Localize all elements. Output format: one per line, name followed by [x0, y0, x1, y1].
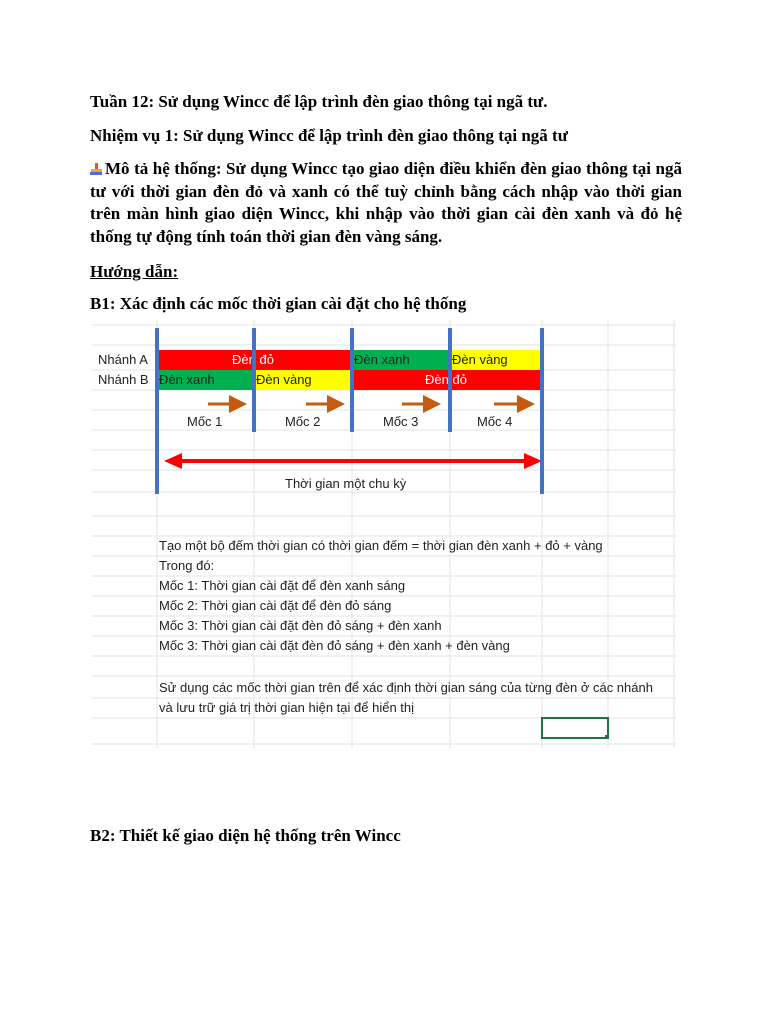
branch-a-label: Nhánh A: [98, 352, 148, 367]
guide-heading: Hướng dẫn:: [90, 262, 179, 281]
description-text: Mô tả hệ thống: Sử dụng Wincc tạo giao diện điều khiển đèn giao thông tại ngã tư với thời gian đèn đỏ và xanh có thể tuỳ chỉnh bằng cách nhập vào thời gian trên màn hình giao diện Wincc, khi nhập vào thời gian cài đèn xanh và đỏ hệ thống tự động tính toán thời gian đèn vàng sáng.: [90, 159, 682, 246]
note-line: Mốc 3: Thời gian cài đặt đèn đỏ sáng + đèn xanh: [159, 618, 442, 633]
note-line: Mốc 3: Thời gian cài đặt đèn đỏ sáng + đèn xanh + đèn vàng: [159, 638, 510, 653]
note-line: Tạo một bộ đếm thời gian có thời gian đếm = thời gian đèn xanh + đỏ + vàng: [159, 538, 603, 553]
milestone-1-label: Mốc 1: [187, 414, 223, 429]
branch-a-red-label: Đèn đỏ: [232, 352, 274, 367]
bullet-icon: [90, 163, 102, 175]
branch-b-label: Nhánh B: [98, 372, 149, 387]
week-title: Tuần 12: Sử dụng Wincc để lập trình đèn giao thông tại ngã tư.: [90, 92, 548, 111]
branch-b-red-label: Đèn đỏ: [425, 372, 467, 387]
usage-line-1: Sử dụng các mốc thời gian trên để xác định thời gian sáng của từng đèn ở các nhánh: [159, 680, 653, 695]
note-line: Mốc 1: Thời gian cài đặt để đèn xanh sáng: [159, 578, 406, 593]
branch-b-yellow-label: Đèn vàng: [256, 372, 312, 387]
milestone-3-label: Mốc 3: [383, 414, 419, 429]
task-title: Nhiệm vụ 1: Sử dụng Wincc để lập trình đèn giao thông tại ngã tư: [90, 126, 568, 145]
branch-a-yellow-label: Đèn vàng: [452, 352, 508, 367]
milestone-2-label: Mốc 2: [285, 414, 321, 429]
branch-a-green-label: Đèn xanh: [354, 352, 410, 367]
step1-heading: B1: Xác định các mốc thời gian cài đặt cho hệ thống: [90, 294, 467, 313]
milestone-4-label: Mốc 4: [477, 414, 513, 429]
cycle-label: Thời gian một chu kỳ: [285, 476, 407, 491]
branch-b-green-label: Đèn xanh: [159, 372, 215, 387]
note-line: Mốc 2: Thời gian cài đặt để đèn đỏ sáng: [159, 598, 392, 613]
note-line: Trong đó:: [159, 558, 215, 573]
usage-line-2: và lưu trữ giá trị thời gian hiện tại để hiển thị: [159, 700, 415, 715]
system-description: [90, 158, 682, 248]
timing-diagram-sheet: [92, 320, 676, 748]
step2-heading: B2: Thiết kế giao diện hệ thống trên Wincc: [90, 826, 401, 845]
